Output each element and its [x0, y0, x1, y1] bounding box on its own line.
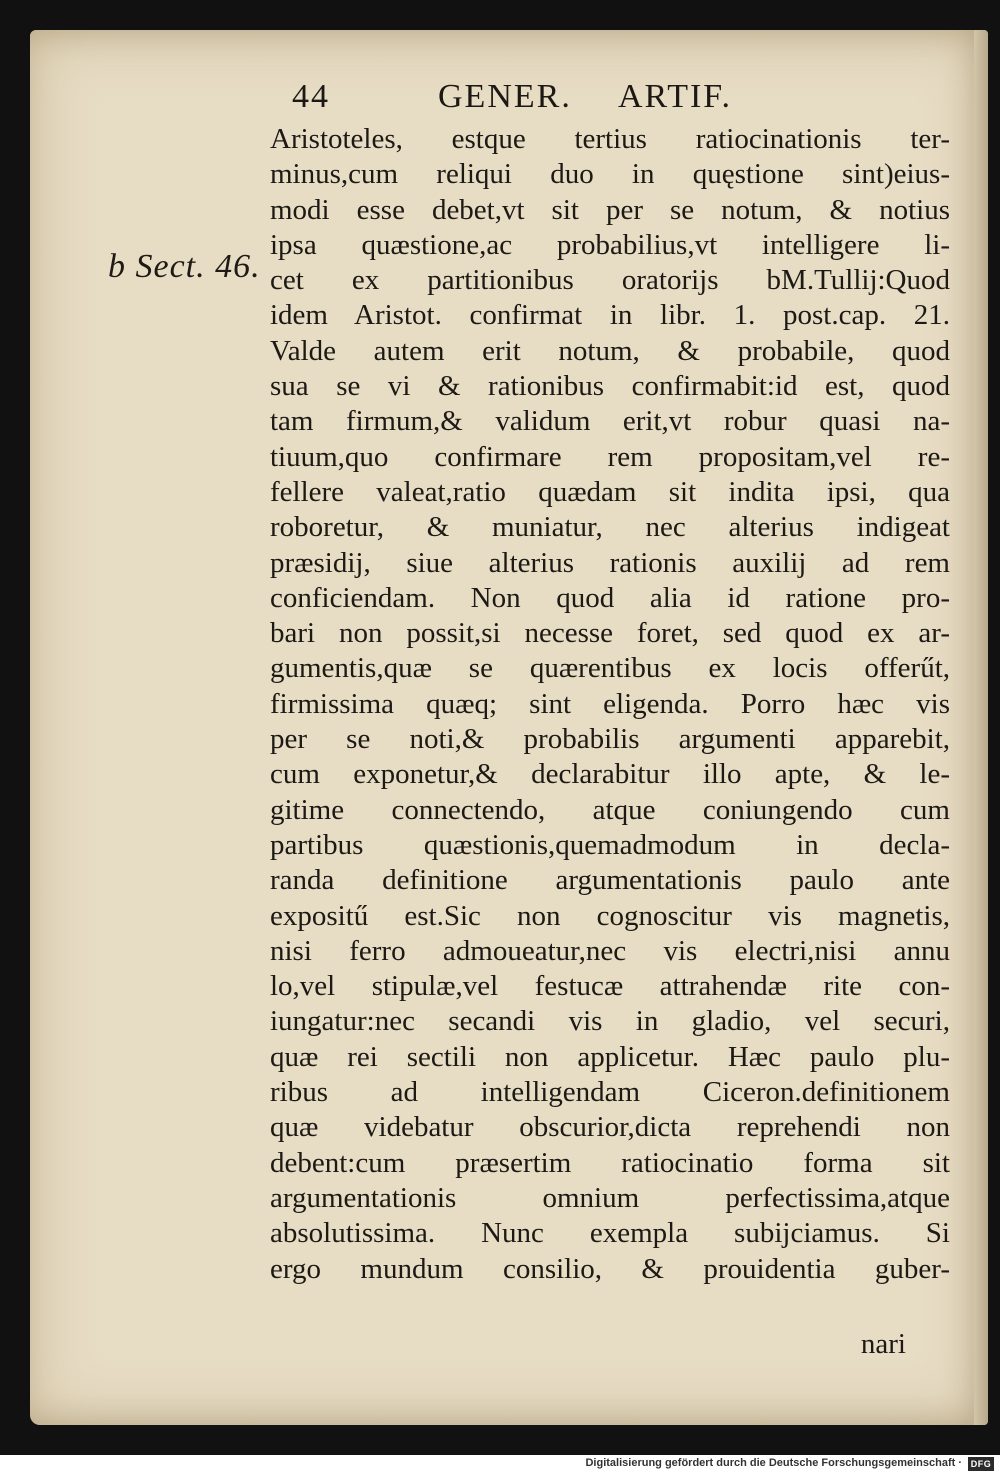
- margin-note: b Sect. 46.: [108, 248, 261, 285]
- digitization-footer: [0, 1455, 1000, 1475]
- dfg-logo-icon: DFG: [968, 1457, 994, 1471]
- text-line: quæ rei sectili non applicetur. Hæc paulo plu-: [270, 1040, 950, 1073]
- text-line: tiuum,quo confirmare rem propositam,vel re-: [270, 440, 950, 473]
- text-line: expositű est.Sic non cognoscitur vis magnetis,: [270, 899, 950, 932]
- text-line: argumentationis omnium perfectissima,atque: [270, 1181, 950, 1214]
- text-line: sua se vi & rationibus confirmabit:id est, quod: [270, 370, 950, 403]
- page-number: 44: [292, 78, 330, 115]
- text-line: minus,cum reliqui duo in quęstione sint)eius-: [270, 158, 950, 191]
- text-line: absolutissima. Nunc exempla subijciamus. Si: [270, 1217, 950, 1250]
- text-line: tam firmum,& validum erit,vt robur quasi na-: [270, 405, 950, 438]
- book-page: [30, 30, 988, 1425]
- text-line: bari non possit,si necesse foret, sed quod ex ar-: [270, 617, 950, 650]
- footer-credit: Digitalisierung gefördert durch die Deutsche Forschungsgemeinschaft ·: [585, 1457, 962, 1469]
- text-line: partibus quæstionis,quemadmodum in decla-: [270, 828, 950, 861]
- text-line: gitime connectendo, atque coniungendo cum: [270, 793, 950, 826]
- running-head: [292, 78, 852, 122]
- text-line: præsidij, siue alterius rationis auxilij ad rem: [270, 546, 950, 579]
- body-text: [270, 122, 950, 1287]
- running-title-right: ARTIF.: [618, 78, 732, 115]
- text-line: lo,vel stipulæ,vel festucæ attrahendæ rite con-: [270, 970, 950, 1003]
- text-line: ribus ad intelligendam Ciceron.definitionem: [270, 1076, 950, 1109]
- page-edge: [974, 30, 988, 1425]
- text-line: iungatur:nec secandi vis in gladio, vel securi,: [270, 1005, 950, 1038]
- text-line: conficiendam. Non quod alia id ratione pro-: [270, 581, 950, 614]
- text-line: cum exponetur,& declarabitur illo apte, & le-: [270, 758, 950, 791]
- text-line: nisi ferro admoueatur,nec vis electri,nisi annu: [270, 934, 950, 967]
- text-line: firmissima quæq; sint eligenda. Porro hæc vis: [270, 687, 950, 720]
- text-line: ipsa quæstione,ac probabilius,vt intelligere li-: [270, 228, 950, 261]
- text-line: quæ videbatur obscurior,dicta reprehendi non: [270, 1111, 950, 1144]
- text-line: Valde autem erit notum, & probabile, quod: [270, 334, 950, 367]
- text-line: fellere valeat,ratio quædam sit indita ipsi, qua: [270, 475, 950, 508]
- text-line: randa definitione argumentationis paulo ante: [270, 864, 950, 897]
- running-title-left: GENER.: [438, 78, 572, 115]
- text-line: Aristoteles, estque tertius ratiocinationis ter-: [270, 123, 950, 155]
- catchword: nari: [860, 1328, 906, 1360]
- text-line: cet ex partitionibus oratorijs bM.Tullij:Quod: [270, 264, 950, 297]
- text-line: ergo mundum consilio, & prouidentia guber-: [270, 1252, 950, 1285]
- text-line: modi esse debet,vt sit per se notum, & notius: [270, 193, 950, 226]
- text-line: idem Aristot. confirmat in libr. 1. post.cap. 21.: [270, 299, 950, 332]
- text-line: debent:cum præsertim ratiocinatio forma sit: [270, 1146, 950, 1179]
- text-line: gumentis,quæ se quærentibus ex locis offerűt,: [270, 652, 950, 685]
- text-line: roboretur, & muniatur, nec alterius indigeat: [270, 511, 950, 544]
- text-line: per se noti,& probabilis argumenti apparebit,: [270, 723, 950, 756]
